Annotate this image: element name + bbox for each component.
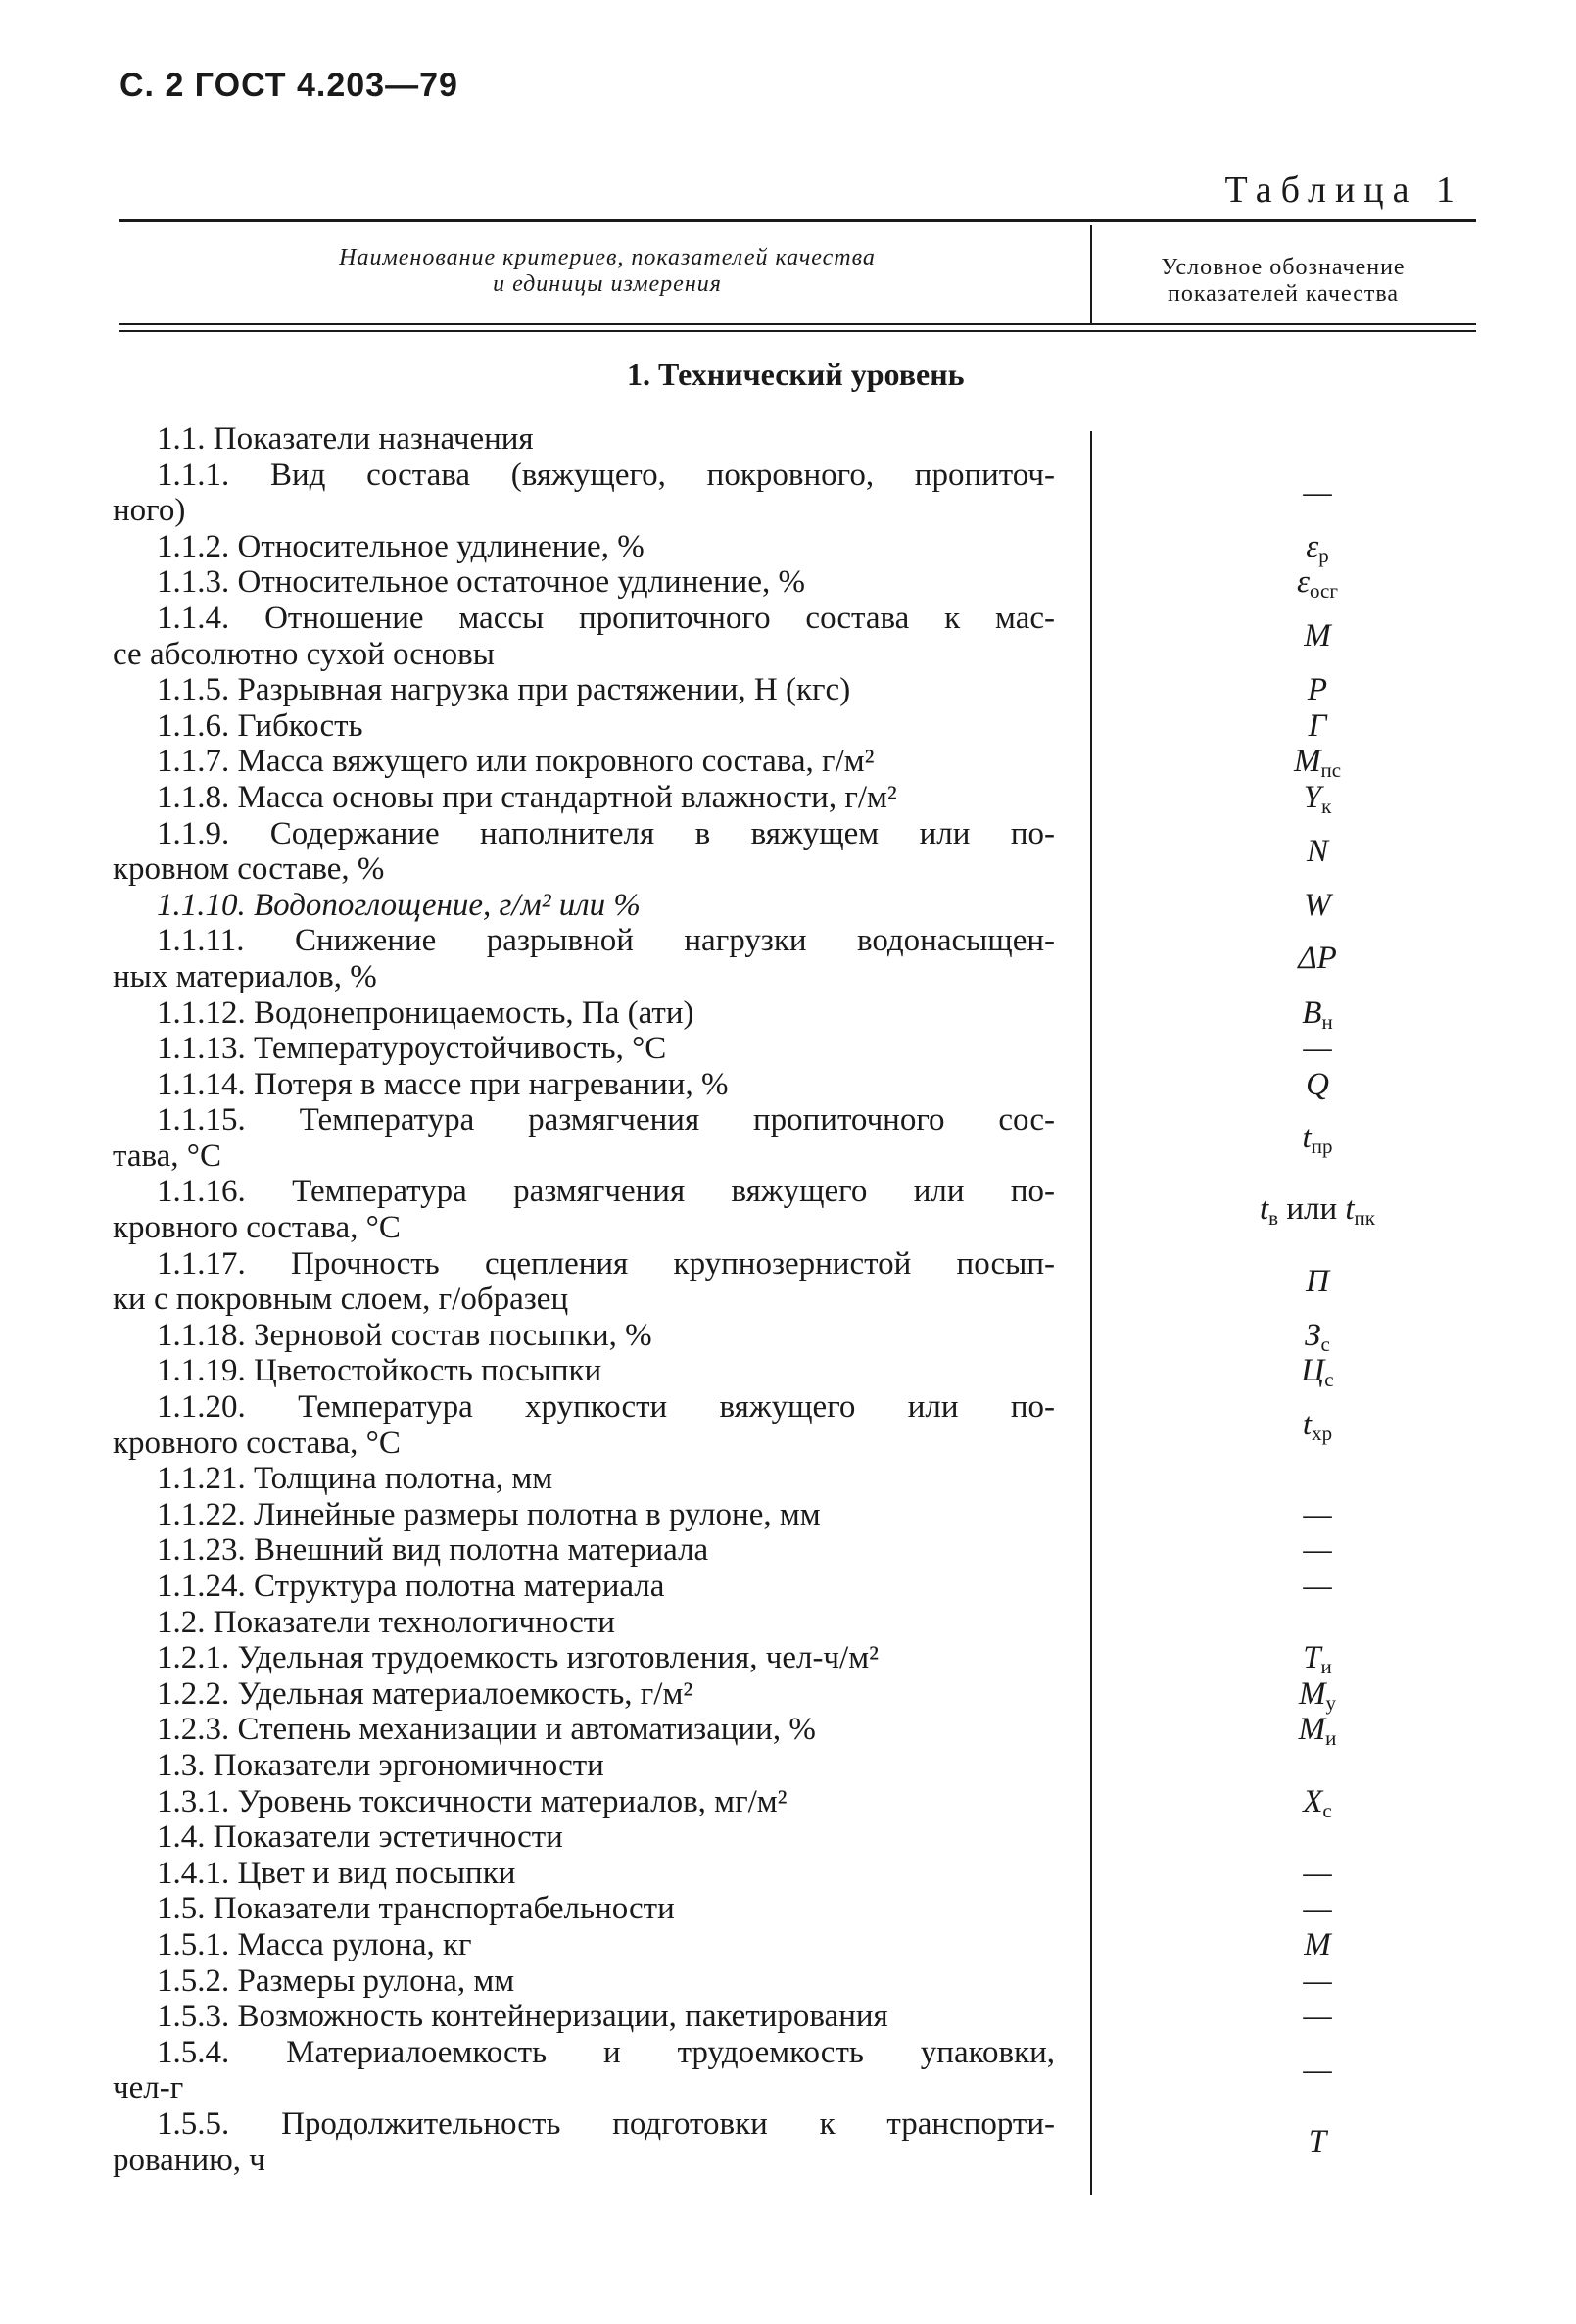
symbol-subscript: у [1325, 1690, 1336, 1715]
symbol-main: — [1303, 474, 1332, 510]
quality-symbol [1219, 834, 1415, 870]
symbol-main: П [1306, 1263, 1329, 1299]
quality-symbol [1219, 1927, 1415, 1963]
symbol-subscript: р [1318, 543, 1329, 567]
symbol-main: — [1303, 1031, 1332, 1067]
symbol-main: — [1303, 1855, 1332, 1891]
table-row [113, 1640, 1552, 1679]
criteria-list [113, 421, 1552, 2178]
table-row [113, 1461, 1552, 1497]
column-header-right [1097, 255, 1469, 308]
symbol-subscript: к [1321, 794, 1332, 818]
quality-symbol [1219, 1856, 1415, 1892]
criterion-text-continuation: чел-г [113, 2070, 184, 2106]
quality-symbol [1219, 475, 1415, 511]
header-bottom-rule-2 [119, 330, 1476, 332]
quality-symbol [1219, 1532, 1415, 1569]
symbol-main: ΔP [1298, 941, 1337, 977]
table-row [113, 1784, 1552, 1820]
criterion-text: 1.2. Показатели технологичности [157, 1604, 615, 1640]
symbol-subscript: в [1268, 1206, 1279, 1231]
column-header-right-line-2: показателей качества [1167, 281, 1400, 307]
criterion-text: 1.1.19. Цветостойкость посыпки [157, 1353, 602, 1389]
symbol-main: t [1259, 1191, 1269, 1228]
symbol-subscript: с [1322, 1798, 1332, 1822]
criterion-text: 1.2.3. Степень механизации и автоматизации, % [157, 1712, 816, 1748]
symbol-main: Y [1303, 779, 1322, 815]
table-row [113, 1676, 1552, 1713]
table-row [113, 1605, 1552, 1641]
quality-symbol [1219, 1191, 1415, 1236]
table-label: Таблица 1 [1224, 169, 1463, 211]
table-row [113, 1389, 1552, 1461]
criterion-text: 1.2.2. Удельная материалоемкость, г/м² [157, 1675, 693, 1712]
criterion-text-continuation: кровном составе, % [113, 851, 385, 888]
table-row [113, 1927, 1552, 1963]
table-row [113, 1963, 1552, 2000]
symbol-subscript: с [1324, 1368, 1334, 1392]
criterion-text-continuation: ного) [113, 493, 186, 529]
quality-symbol [1219, 1407, 1415, 1452]
table-top-rule [119, 219, 1476, 222]
symbol-main: З [1305, 1317, 1321, 1353]
criterion-text: 1.1.7. Масса вяжущего или покровного состава, г/м² [157, 744, 875, 780]
criterion-text: 1.1.21. Толщина полотна, мм [157, 1461, 553, 1497]
criterion-text: 1.5. Показатели транспортабельности [157, 1891, 675, 1927]
criterion-text: 1.1.6. Гибкость [157, 707, 363, 744]
quality-symbol [1219, 1569, 1415, 1605]
criterion-text: 1.3. Показатели эргономичности [157, 1747, 604, 1783]
criterion-text: 1.1.11. Снижение разрывной нагрузки водонасыщен- [157, 923, 1055, 959]
criterion-text-continuation: се абсолютно сухой основы [113, 636, 495, 672]
table-row [113, 2106, 1552, 2178]
symbol-main: T [1308, 2123, 1327, 2159]
table-row [113, 1569, 1552, 1605]
quality-symbol [1219, 1963, 1415, 2000]
criterion-text: 1.1.23. Внешний вид полотна материала [157, 1532, 709, 1569]
criterion-text-continuation: ки с покровным слоем, г/образец [113, 1282, 569, 1318]
column-header-left [196, 245, 1019, 298]
criterion-text: 1.3.1. Уровень токсичности материалов, мг/м² [157, 1783, 788, 1819]
criterion-text: 1.1.5. Разрывная нагрузка при растяжении, Н (кгс) [157, 672, 851, 708]
quality-symbol [1219, 618, 1415, 654]
criterion-text-continuation: кровного состава, °С [113, 1425, 401, 1461]
table-row [113, 744, 1552, 783]
table-row [113, 780, 1552, 816]
symbol-subscript: пс [1320, 758, 1342, 783]
symbol-main: Г [1308, 707, 1327, 744]
criterion-text-continuation: тава, °С [113, 1138, 221, 1174]
quality-symbol [1219, 1891, 1415, 1927]
quality-symbol [1219, 1031, 1415, 1067]
symbol-main: — [1303, 1891, 1332, 1927]
column-header-right-line-1: Условное обозначение [1161, 255, 1406, 280]
symbol-main: P [1307, 672, 1328, 708]
criterion-text: 1.1.17. Прочность сцепления крупнозернистой посып- [157, 1245, 1055, 1282]
criterion-text: 1.4. Показатели эстетичности [157, 1819, 563, 1856]
quality-symbol [1219, 672, 1415, 708]
symbol-main: M [1299, 1675, 1326, 1712]
column-header-left-line-1: Наименование критериев, показателей качества [339, 245, 876, 270]
table-row [113, 1532, 1552, 1569]
quality-symbol [1219, 1067, 1415, 1103]
symbol-main: t [1302, 1407, 1313, 1443]
symbol-main: — [1303, 2052, 1332, 2088]
symbol-subscript: и [1325, 1726, 1337, 1751]
symbol-main: Ц [1301, 1353, 1325, 1389]
symbol-main: M [1298, 1712, 1326, 1748]
symbol-main-alt: t [1345, 1191, 1355, 1228]
symbol-subscript: с [1320, 1331, 1330, 1356]
criterion-text: 1.1.18. Зерновой состав посыпки, % [157, 1317, 652, 1353]
table-row [113, 1497, 1552, 1533]
symbol-main: W [1304, 887, 1331, 923]
quality-symbol [1219, 1497, 1415, 1533]
criterion-text: 1.2.1. Удельная трудоемкость изготовления, чел-ч/м² [157, 1640, 879, 1676]
criterion-text: 1.1.20. Температура хрупкости вяжущего или по- [157, 1389, 1055, 1426]
header-column-divider [1090, 225, 1092, 323]
criterion-text: 1.1.3. Относительное остаточное удлинение, % [157, 564, 805, 601]
criterion-text: 1.1.14. Потеря в массе при нагревании, % [157, 1066, 729, 1102]
criterion-text: 1.1.10. Водопоглощение, г/м² или % [157, 887, 641, 923]
table-row [113, 1712, 1552, 1751]
quality-symbol [1219, 1999, 1415, 2035]
quality-symbol [1219, 1120, 1415, 1165]
symbol-subscript: н [1321, 1009, 1333, 1034]
criterion-text: 1.1. Показатели назначения [157, 421, 534, 457]
criterion-text: 1.5.4. Материалоемкость и трудоемкость упаковки, [157, 2034, 1055, 2070]
criterion-text: 1.1.9. Содержание наполнителя в вяжущем или по- [157, 815, 1055, 851]
symbol-subscript: хр [1312, 1422, 1333, 1446]
table-row [113, 1353, 1552, 1392]
table-row [113, 421, 1552, 458]
table-row [113, 923, 1552, 994]
quality-symbol [1219, 708, 1415, 745]
symbol-subscript: и [1320, 1655, 1332, 1679]
criterion-text: 1.1.12. Водонепроницаемость, Па (ати) [157, 994, 694, 1031]
symbol-subscript: осг [1310, 579, 1338, 604]
symbol-main: ε [1306, 528, 1319, 564]
symbol-main: M [1293, 744, 1321, 780]
symbol-main: T [1303, 1640, 1321, 1676]
table-row [113, 1856, 1552, 1892]
criterion-text-continuation: ных материалов, % [113, 958, 377, 994]
criterion-text: 1.4.1. Цвет и вид посыпки [157, 1855, 516, 1891]
symbol-main: — [1303, 1496, 1332, 1532]
symbol-main: — [1303, 1962, 1332, 1999]
table-row [113, 601, 1552, 672]
criterion-text: 1.1.22. Линейные размеры полотна в рулоне, мм [157, 1496, 821, 1532]
symbol-subscript: пр [1311, 1135, 1333, 1159]
symbol-subscript-alt: пк [1354, 1206, 1375, 1231]
table-row [113, 1174, 1552, 1245]
symbol-connector: или [1278, 1191, 1346, 1228]
criterion-text: 1.5.5. Продолжительность подготовки к транспорти- [157, 2106, 1055, 2142]
table-row [113, 2035, 1552, 2106]
criterion-text: 1.1.15. Температура размягчения пропиточного сос- [157, 1102, 1055, 1138]
criterion-text: 1.1.13. Температуроустойчивость, °С [157, 1031, 667, 1067]
table-row [113, 529, 1552, 565]
table-row [113, 1819, 1552, 1856]
criterion-text: 1.1.4. Отношение массы пропиточного состава к мас- [157, 600, 1055, 636]
column-header-left-line-2: и единицы измерения [493, 271, 722, 297]
symbol-main: B [1302, 994, 1322, 1031]
symbol-main: ε [1297, 564, 1311, 601]
section-title: 1. Технический уровень [627, 357, 965, 392]
table-row [113, 1999, 1552, 2035]
criterion-text: 1.1.8. Масса основы при стандартной влажности, г/м² [157, 779, 897, 815]
table-row [113, 708, 1552, 745]
symbol-main: t [1302, 1120, 1312, 1156]
table-row [113, 888, 1552, 924]
criterion-text: 1.1.16. Температура размягчения вяжущего или по- [157, 1174, 1055, 1210]
table-row [113, 1748, 1552, 1784]
criterion-text: 1.1.2. Относительное удлинение, % [157, 528, 645, 564]
quality-symbol [1219, 2053, 1415, 2089]
symbol-main: M [1304, 1926, 1331, 1962]
symbol-main: X [1303, 1783, 1323, 1819]
quality-symbol [1219, 941, 1415, 977]
table-row [113, 816, 1552, 888]
quality-symbol [1219, 1264, 1415, 1300]
criterion-text: 1.5.3. Возможность контейнеризации, пакетирования [157, 1999, 888, 2035]
table-row [113, 1031, 1552, 1067]
page-header: С. 2 ГОСТ 4.203—79 [119, 67, 458, 104]
table-row [113, 1246, 1552, 1318]
symbol-main: — [1303, 1569, 1332, 1604]
criterion-text: 1.5.1. Масса рулона, кг [157, 1926, 472, 1962]
table-row [113, 1318, 1552, 1354]
symbol-main: N [1306, 833, 1328, 869]
symbol-main: M [1304, 617, 1331, 654]
criterion-text-continuation: рованию, ч [113, 2142, 265, 2178]
criterion-text: 1.5.2. Размеры рулона, мм [157, 1962, 515, 1999]
table-row [113, 458, 1552, 529]
quality-symbol [1219, 2124, 1415, 2160]
symbol-main: — [1303, 1999, 1332, 2035]
criterion-text: 1.1.24. Структура полотна материала [157, 1569, 665, 1604]
table-row [113, 1891, 1552, 1927]
criterion-text: 1.1.1. Вид состава (вяжущего, покровного, пропиточ- [157, 457, 1055, 493]
criterion-text-continuation: кровного состава, °С [113, 1210, 401, 1246]
header-bottom-rule-1 [119, 323, 1476, 325]
quality-symbol [1219, 888, 1415, 924]
table-row [113, 564, 1552, 604]
table-row [113, 672, 1552, 708]
table-row [113, 995, 1552, 1032]
table-row [113, 1102, 1552, 1174]
table-row [113, 1067, 1552, 1103]
symbol-main: — [1303, 1532, 1332, 1569]
symbol-main: Q [1306, 1066, 1329, 1102]
